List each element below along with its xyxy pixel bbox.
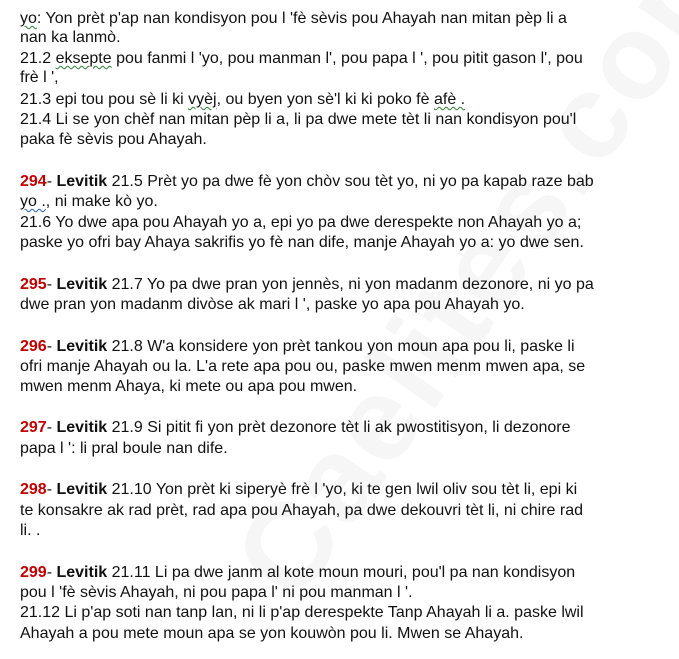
text-fragment: pou fanmi l 'yo, pou manman l', pou papa l ', pou pitit gason l', pou [111,50,583,67]
text-line: nan ka lanmò. [20,29,121,46]
text-fragment: 21.10 Yon prèt ki siperyè frè l 'yo, ki te gen lwil oliv sou tèt li, epi ki [107,481,578,498]
verse-entry-297 [20,419,571,437]
text-line: te konsakre ak rad prèt, rad apa pou Ahayah, pa dwe dekouvri tèt li, ni chire rad [20,502,583,519]
entry-number: 297 [20,419,47,436]
book-name: Levitik [56,419,108,436]
entry-number: 298 [20,481,47,498]
entry-number: 294 [20,173,47,190]
entry-number: 299 [20,564,47,581]
grammar-flag: yo . [20,193,46,210]
entry-number: 295 [20,276,47,293]
verse-entry-294 [20,173,594,191]
text-line [20,193,158,211]
text-line: papa l ': li pral boule nan dife. [20,440,228,457]
text-fragment: - [46,173,57,190]
text-fragment: yo [20,10,37,27]
text-fragment: 21.9 Si pitit fi yon prèt dezonore tèt li ak pwostitisyon, li dezonore [107,419,571,436]
text-line: mwen menm Ahaya, ki mete ou apa pou mwen. [20,378,358,395]
text-fragment: - [46,481,57,498]
text-fragment: - [46,338,57,355]
text-line: dwe pran yon madanm divòse ak mari l ', paske yo apa pou Ahayah yo. [20,296,525,313]
book-name: Levitik [56,564,108,581]
spelling-flag: vyèj [188,91,217,108]
text-line [20,91,465,109]
text-fragment: , ou byen yon sè'l ki ki poko fè [216,91,434,108]
verse-entry-299 [20,564,575,582]
text-line: paka fè sèvis pou Ahayah. [20,131,207,148]
text-fragment: 21.5 Prèt yo pa dwe fè yon chòv sou tèt yo, ni yo pa kapab raze bab [107,173,594,190]
spelling-flag: eksepte [55,50,112,67]
text-line: paske yo ofri bay Ahaya sakrifis yo fè nan dife, manje Ahayah yo a: yo dwe sen. [20,234,584,251]
text-line [20,10,567,28]
text-fragment: - [46,276,57,293]
text-line: 21.4 Li se yon chèf nan mitan pèp li a, li pa dwe mete tèt li nan kondisyon pou'l [20,111,577,128]
text-fragment: - [46,419,57,436]
text-fragment: 21.8 W'a konsidere yon prèt tankou yon moun apa pou li, paske li [107,338,575,355]
text-fragment: 21.11 Li pa dwe janm al kote moun mouri, pou'l pa nan kondisyon [107,564,576,581]
text-line: 21.6 Yo dwe apa pou Ahayah yo a, epi yo pa dwe derespekte non Ahayah yo a; [20,214,582,231]
text-fragment: 21.7 Yo pa dwe pran yon jennès, ni yon madanm dezonore, ni yo pa [107,276,594,293]
text-line: pou l 'fè sèvis Ahayah, ni pou papa l' ni pou manman l '. [20,584,413,601]
text-fragment: , ni make kò yo. [45,193,158,210]
text-line [20,50,583,68]
spelling-flag: afè . [433,91,466,108]
verse-entry-298 [20,481,577,499]
book-name: Levitik [56,276,108,293]
text-fragment: 21.2 [20,50,56,67]
text-line: 21.12 Li p'ap soti nan tanp lan, ni li p'ap derespekte Tanp Ahayah li a. paske lwil [20,604,584,621]
book-name: Levitik [56,481,108,498]
text-line: Ahayah a pou mete moun apa se yon kouwòn pou li. Mwen se Ahayah. [20,625,524,642]
verse-entry-295 [20,276,594,294]
book-name: Levitik [56,173,108,190]
book-name: Levitik [56,338,108,355]
text-fragment: : Yon prèt p'ap nan kondisyon pou l 'fè sèvis pou Ahayah nan mitan pèp li a [36,10,567,27]
text-line: li. . [20,522,41,539]
text-line: ofri manje Ahayah ou la. L'a rete apa pou ou, paske mwen menm mwen apa, se [20,358,586,375]
text-line: frè l ', [20,69,59,86]
verse-entry-296 [20,338,575,356]
text-fragment: 21.3 epi tou pou sè li ki [20,91,189,108]
text-fragment: - [46,564,57,581]
entry-number: 296 [20,338,47,355]
